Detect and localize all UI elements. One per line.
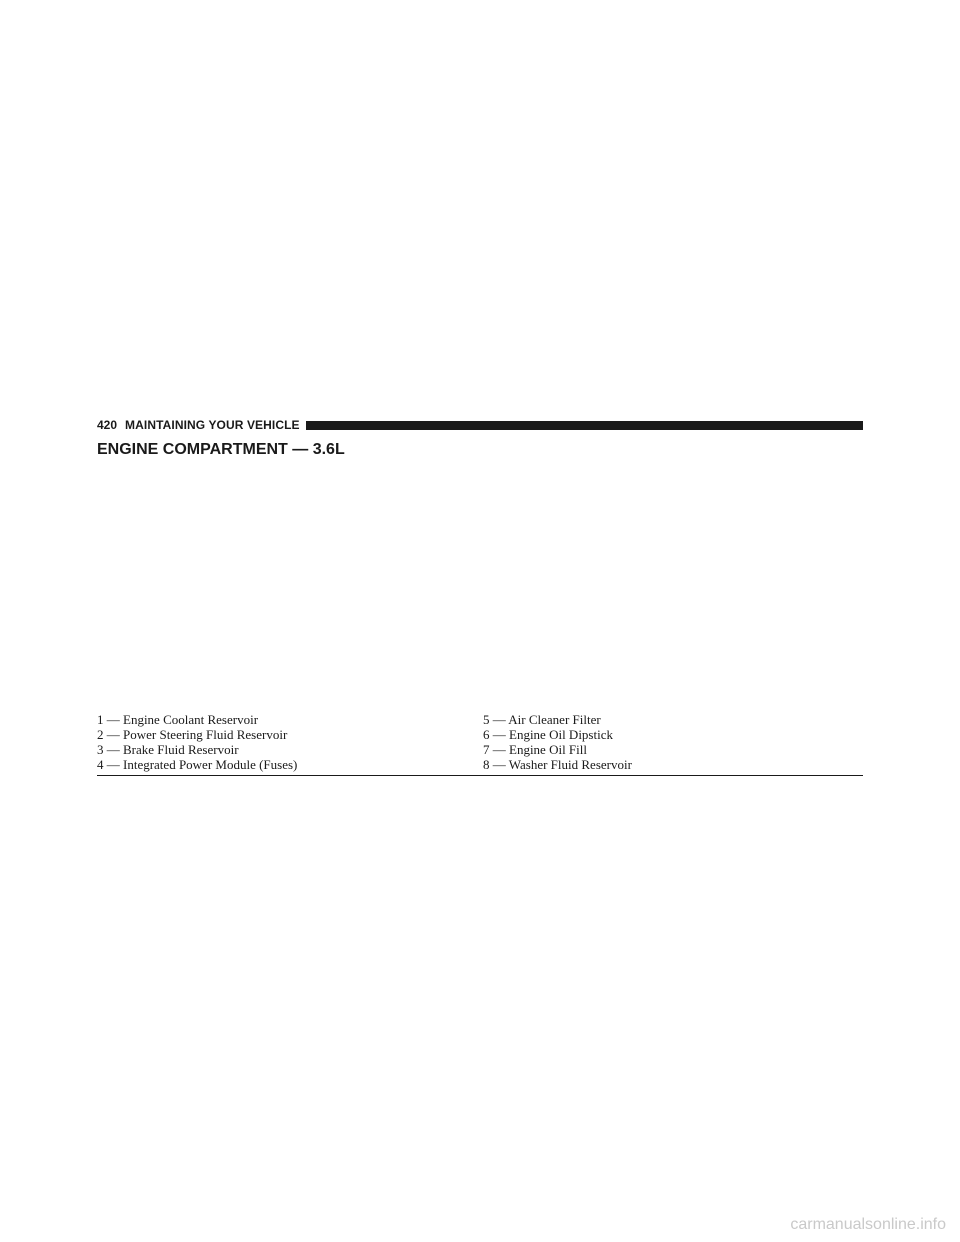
section-title: ENGINE COMPARTMENT — 3.6L (97, 441, 345, 458)
legend-item: 8 — Washer Fluid Reservoir (483, 757, 632, 772)
legend-item: 3 — Brake Fluid Reservoir (97, 742, 239, 757)
watermark-text: carmanualsonline.info (790, 1216, 946, 1233)
legend-column-left (97, 712, 483, 772)
legend-item: 4 — Integrated Power Module (Fuses) (97, 757, 298, 772)
header-rule-bar (306, 421, 863, 430)
legend-item: 2 — Power Steering Fluid Reservoir (97, 727, 288, 742)
running-section-title: MAINTAINING YOUR VEHICLE (125, 418, 300, 432)
figure-area (97, 468, 863, 704)
figure-legend (97, 712, 863, 776)
legend-column-right (483, 712, 863, 772)
page-number: 420 (97, 418, 118, 432)
legend-item: 7 — Engine Oil Fill (483, 742, 587, 757)
legend-item: 6 — Engine Oil Dipstick (483, 727, 613, 742)
legend-item: 1 — Engine Coolant Reservoir (97, 712, 259, 727)
legend-item: 5 — Air Cleaner Filter (483, 712, 601, 727)
page-header (97, 418, 863, 432)
